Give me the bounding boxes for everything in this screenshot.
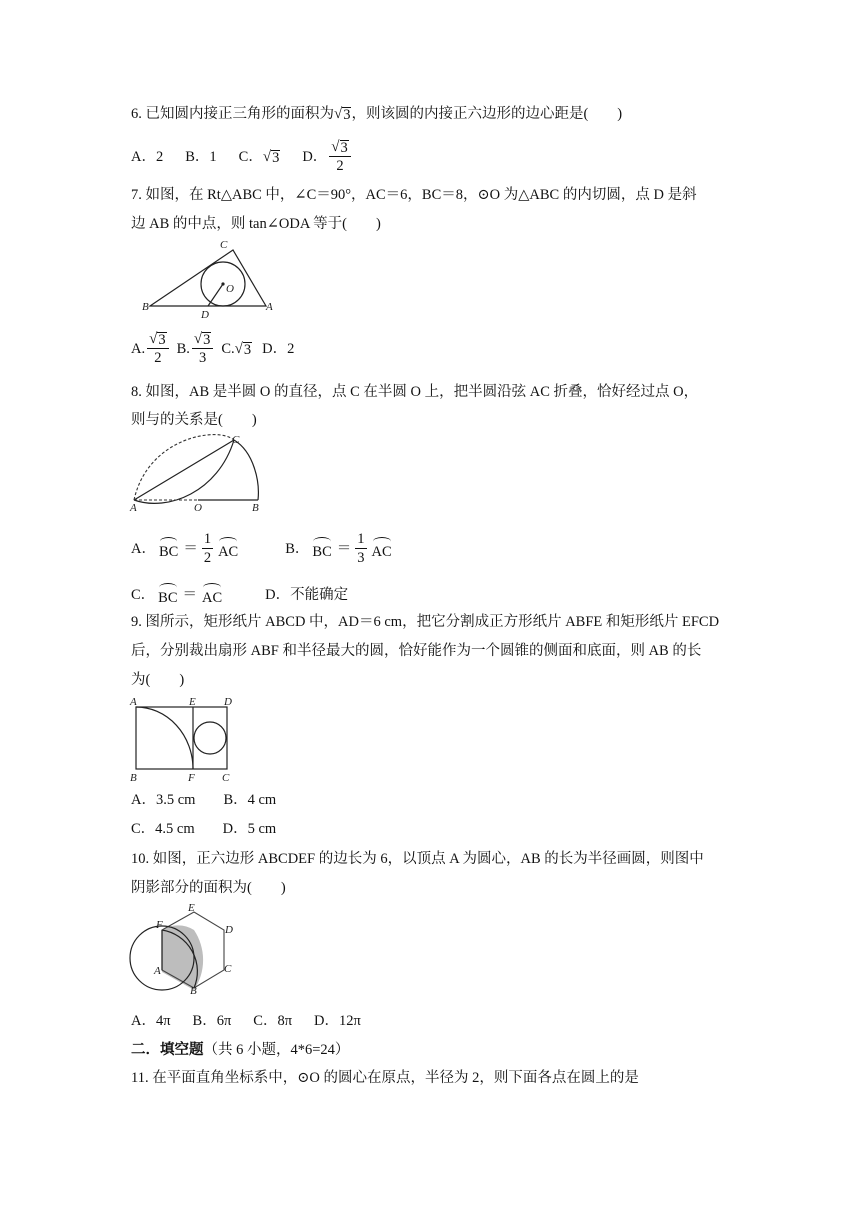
q8-option-c: C． BC ＝ AC [131,582,225,608]
q8-options-row2 [131,582,370,608]
q8-option-d: D．不能确定 [265,587,349,603]
q10-label-d: D [225,924,233,936]
section2-heading [131,1040,349,1060]
q8-label-o: O [194,502,202,514]
q8-semicircle-arc [234,440,258,500]
q6-option-c: C． √ 3 [238,148,280,166]
q7-option-d: D．2 [262,340,295,357]
section2-note: （共 6 小题，4*6=24） [203,1042,350,1058]
q9-label-f: F [188,772,195,784]
q6-stem-b: ，则该圆的内接正六边形的边心距是( ) [351,106,623,122]
q9-stem-line2: 后，分别裁出扇形 ABF 和半径最大的圆，恰好能作为一个圆锥的侧面和底面，则 AB 的长 [131,643,702,659]
q9-label-e: E [189,696,196,708]
q6-stem-a: 6. 已知圆内接正三角形的面积为 [131,106,334,122]
q9-label-a: A [130,696,137,708]
q10-label-a: A [154,965,161,977]
q7-label-o: O [226,283,234,295]
q7-triangle [150,250,266,306]
q6-stem-sqrt: √ 3 [334,106,351,123]
q8-stem-line1: 8. 如图，AB 是半圆 O 的直径，点 C 在半圆 O 上，把半圆沿弦 AC 折叠，恰好经过点 O， [131,384,699,400]
q7-label-d: D [201,309,209,321]
q7-segment-od [208,284,223,306]
q9-option-b: B．4 cm [223,792,277,808]
q9-label-b: B [130,772,137,784]
q9-label-d: D [224,696,232,708]
q9-options-row1 [131,790,298,810]
q10-label-b: B [190,985,197,997]
q7-stem-line1: 7. 如图，在 Rt△ABC 中，∠C＝90°，AC＝6，BC＝8，⊙O 为△ABC 的内切圆，点 D 是斜 [131,187,697,203]
q10-label-f: F [156,919,163,931]
q9-stem-line1: 9. 图所示，矩形纸片 ABCD 中，AD＝6 cm，把它分割成正方形纸片 ABFE 和矩形纸片 EFCD [131,614,720,630]
q8-options-row1 [131,530,417,567]
q10-label-e: E [188,902,195,914]
q10-option-d: D．12π [314,1013,361,1029]
q8-option-a: A． BC ＝ $\frac{1}{2}$ AC [131,531,239,566]
q6-option-b: B．1 [185,148,217,165]
q10-option-a: A．4π [131,1013,171,1029]
q8-figure [128,432,268,514]
q9-option-d: D．5 cm [222,821,277,837]
q7-label-c: C [220,239,228,251]
q10-label-c: C [224,963,232,975]
section2-title: 二．填空题 [131,1042,204,1058]
q8-label-c: C [232,434,240,446]
q9-option-c: C．4.5 cm [131,821,195,837]
q7-stem-line2: 边 AB 的中点，则 tan∠ODA 等于( ) [131,216,381,232]
q10-option-b: B．6π [192,1013,232,1029]
q8-folded-arc-dashed [134,435,234,500]
q9-stem-line3: 为( ) [131,672,185,688]
q8-label-a: A [130,502,137,514]
q9-rectangle-abcd [136,707,227,769]
q9-circle [194,722,226,754]
q9-figure [128,695,240,785]
q7-options [131,330,316,367]
q10-stem-line1: 10. 如图，正六边形 ABCDEF 的边长为 6，以顶点 A 为圆心，AB 的长为半径画圆，则图中 [131,851,704,867]
q7-label-a: A [266,301,273,313]
q9-label-c: C [222,772,230,784]
q10-option-c: C．8π [253,1013,293,1029]
q10-stem-line2: 阴影部分的面积为( ) [131,880,286,896]
q6-stem [131,104,622,124]
q7-label-b: B [142,301,149,313]
q6-option-a: A．2 [131,148,164,165]
q8-label-b: B [252,502,259,514]
q7-option-b: B. √ 3 3 [177,330,216,367]
q7-option-a: A. √ 3 2 [131,330,171,367]
q8-stem-line2: 则与的关系是( ) [131,412,257,428]
q9-option-a: A．3.5 cm [131,792,196,808]
q9-options-row2 [131,819,298,839]
q11-stem-line1: 11. 在平面直角坐标系中，⊙O 的圆心在原点，半径为 2，则下面各点在圆上的是 [131,1070,639,1086]
q10-figure [124,902,254,998]
q7-option-c: C. √ 3 [221,340,252,358]
q6-options [131,138,375,175]
q9-sector-arc [136,707,193,769]
q10-options [131,1011,383,1031]
q6-option-d: D． √ 3 2 [302,138,352,175]
q8-option-b: B． BC ＝ $\frac{1}{3}$ AC [285,531,392,566]
q7-figure [138,238,278,322]
